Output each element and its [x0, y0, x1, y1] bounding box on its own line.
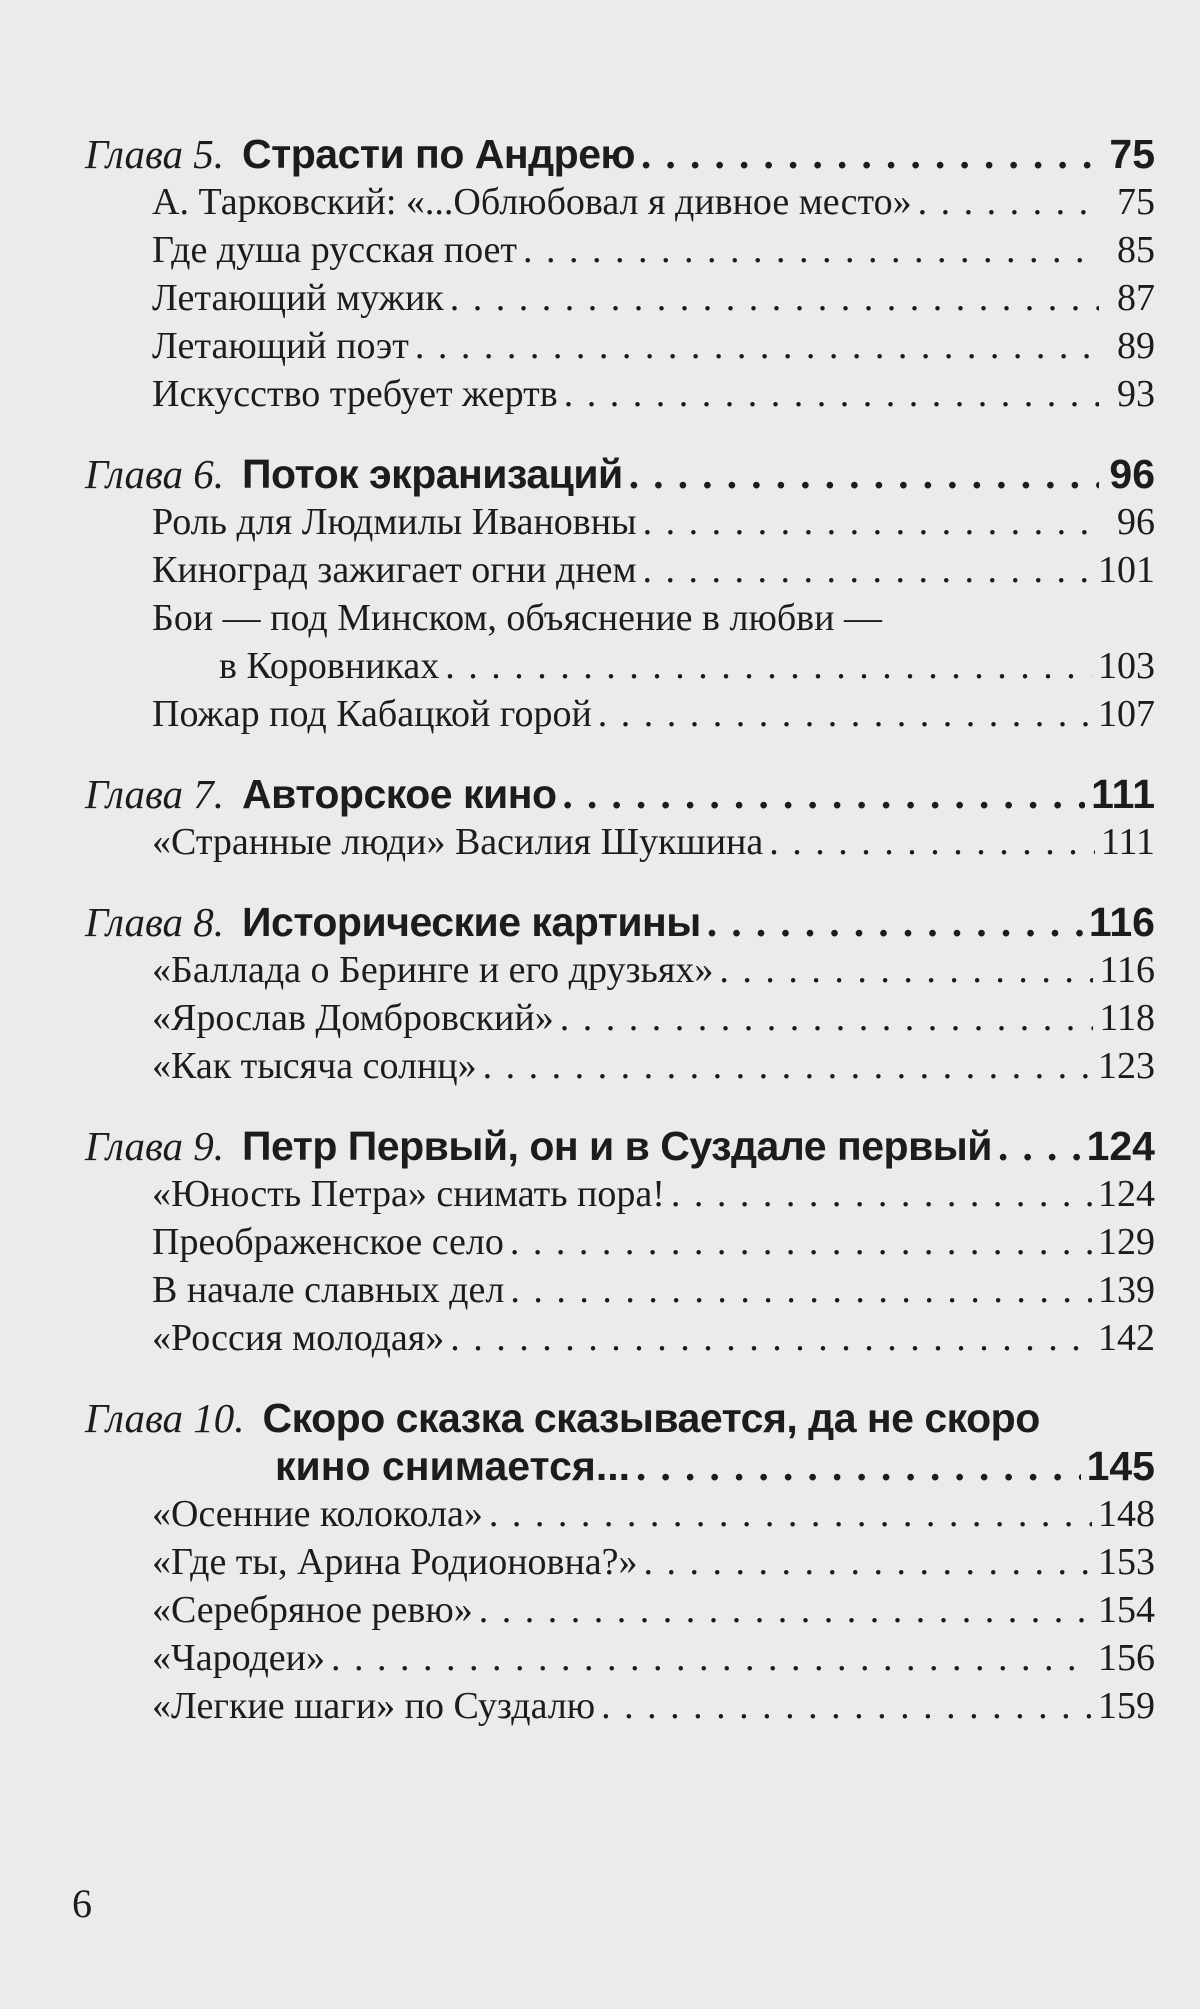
- toc-entry: [85, 1682, 1155, 1730]
- entry-page: 101: [1098, 549, 1155, 591]
- chapter-page: 124: [1086, 1123, 1155, 1169]
- entry-page: 148: [1098, 1493, 1155, 1535]
- chapter-heading: [85, 130, 1155, 178]
- leader-dots: [598, 690, 1092, 738]
- entry-page: 118: [1099, 997, 1155, 1039]
- toc-entry: [85, 690, 1155, 738]
- toc-entry: [85, 1490, 1155, 1538]
- entry-title: «Россия молодая»: [152, 1317, 445, 1359]
- entry-title: Летающий мужик: [152, 277, 444, 319]
- chapter-title: Поток экранизаций: [242, 451, 623, 497]
- toc-entry: [85, 498, 1155, 546]
- chapter-title: Авторское кино: [242, 771, 557, 817]
- leader-dots: [523, 226, 1099, 274]
- entry-title: «Легкие шаги» по Суздалю: [152, 1685, 596, 1727]
- entry-title: «Где ты, Арина Родионовна?»: [152, 1541, 638, 1583]
- toc-entry: [85, 226, 1155, 274]
- toc-entry: [85, 1538, 1155, 1586]
- leader-dots: [671, 1170, 1092, 1218]
- chapter-title: Исторические картины: [242, 899, 701, 945]
- toc-entry: [85, 1586, 1155, 1634]
- toc-entry: [85, 274, 1155, 322]
- entry-title: «Чародеи»: [152, 1637, 326, 1679]
- leader-dots: [998, 1122, 1081, 1170]
- entry-page: 124: [1098, 1173, 1155, 1215]
- leader-dots: [483, 1042, 1092, 1090]
- entry-title: Пожар под Кабацкой горой: [152, 693, 592, 735]
- entry-title: «Баллада о Беринге и его друзьях»: [152, 949, 714, 991]
- table-of-contents: [85, 130, 1155, 1762]
- entry-page: 123: [1098, 1045, 1155, 1087]
- chapter-label: Глава 9.: [85, 1123, 225, 1169]
- leader-dots: [563, 770, 1086, 818]
- chapter-10: [85, 1394, 1155, 1730]
- entry-page: 139: [1098, 1269, 1155, 1311]
- chapter-heading: [85, 1122, 1155, 1170]
- chapter-label: Глава 7.: [85, 771, 225, 817]
- leader-dots: [629, 450, 1099, 498]
- chapter-title: Петр Первый, он и в Суздале первый: [242, 1123, 993, 1169]
- leader-dots: [479, 1586, 1092, 1634]
- entry-title: А. Тарковский: «...Облюбовал я дивное место»: [152, 181, 912, 223]
- chapter-label: Глава 5.: [85, 131, 225, 177]
- entry-page: 159: [1098, 1685, 1155, 1727]
- entry-page: 89: [1117, 325, 1155, 367]
- entry-title: «Странные люди» Василия Шукшина: [152, 821, 764, 863]
- leader-dots: [560, 994, 1094, 1042]
- chapter-5: [85, 130, 1155, 418]
- toc-entry: [85, 818, 1155, 866]
- toc-entry: [85, 642, 1155, 690]
- chapter-label: Глава 10.: [85, 1395, 245, 1441]
- toc-entry: [85, 178, 1155, 226]
- leader-dots: [918, 178, 1099, 226]
- entry-page: 103: [1098, 645, 1155, 687]
- toc-entry: [85, 546, 1155, 594]
- entry-title: «Ярослав Домбровский»: [152, 997, 554, 1039]
- leader-dots: [564, 370, 1099, 418]
- chapter-heading: [85, 1394, 1155, 1442]
- leader-dots: [450, 274, 1099, 322]
- entry-title: Киноград зажигает огни днем: [152, 549, 637, 591]
- leader-dots: [641, 130, 1099, 178]
- entry-title: В начале славных дел: [152, 1269, 505, 1311]
- chapter-heading: [85, 898, 1155, 946]
- leader-dots: [601, 1682, 1092, 1730]
- leader-dots: [644, 1538, 1092, 1586]
- entry-page: 85: [1117, 229, 1155, 271]
- toc-entry: [85, 1314, 1155, 1362]
- entry-title: Летающий поэт: [152, 325, 409, 367]
- entry-page: 129: [1098, 1221, 1155, 1263]
- leader-dots: [636, 1442, 1081, 1490]
- entry-page: 107: [1098, 693, 1155, 735]
- toc-entry: [85, 1042, 1155, 1090]
- entry-title: Роль для Людмилы Ивановны: [152, 501, 637, 543]
- chapter-page: 145: [1086, 1443, 1155, 1489]
- chapter-page: 96: [1109, 451, 1155, 497]
- chapter-page: 75: [1109, 131, 1155, 177]
- entry-page: 96: [1117, 501, 1155, 543]
- chapter-heading-cont: [85, 1442, 1155, 1490]
- entry-title-line2: в Коровниках: [219, 645, 440, 687]
- entry-page: 153: [1098, 1541, 1155, 1583]
- entry-page: 116: [1099, 949, 1155, 991]
- entry-title: Искусство требует жертв: [152, 373, 558, 415]
- leader-dots: [489, 1490, 1092, 1538]
- entry-page: 154: [1098, 1589, 1155, 1631]
- chapter-title: Страсти по Андрею: [242, 131, 636, 177]
- entry-page: 142: [1098, 1317, 1155, 1359]
- entry-title: «Юность Петра» снимать пора!: [152, 1173, 665, 1215]
- leader-dots: [331, 1634, 1092, 1682]
- chapter-page: 111: [1091, 771, 1155, 817]
- chapter-title-line1: Скоро сказка сказывается, да не скоро: [262, 1395, 1040, 1441]
- entry-title: «Как тысяча солнц»: [152, 1045, 477, 1087]
- leader-dots: [643, 498, 1099, 546]
- chapter-title-line2: кино снимается...: [275, 1443, 630, 1489]
- chapter-9: [85, 1122, 1155, 1362]
- chapter-6: [85, 450, 1155, 738]
- entry-title: Преображенское село: [152, 1221, 504, 1263]
- leader-dots: [510, 1266, 1092, 1314]
- toc-entry: [85, 994, 1155, 1042]
- leader-dots: [769, 818, 1095, 866]
- toc-entry: [85, 1266, 1155, 1314]
- toc-entry: [85, 1218, 1155, 1266]
- page-number: 6: [72, 1881, 92, 1926]
- entry-page: 87: [1117, 277, 1155, 319]
- leader-dots: [643, 546, 1092, 594]
- leader-dots: [719, 946, 1093, 994]
- chapter-heading: [85, 770, 1155, 818]
- leader-dots: [707, 898, 1083, 946]
- chapter-7: [85, 770, 1155, 866]
- entry-title: Где душа русская поет: [152, 229, 518, 271]
- toc-entry: [85, 1634, 1155, 1682]
- leader-dots: [450, 1314, 1092, 1362]
- entry-page: 75: [1117, 181, 1155, 223]
- toc-entry: [85, 946, 1155, 994]
- entry-title: «Серебряное ревю»: [152, 1589, 473, 1631]
- toc-entry: [85, 322, 1155, 370]
- entry-page: 93: [1117, 373, 1155, 415]
- chapter-label: Глава 8.: [85, 899, 225, 945]
- leader-dots: [510, 1218, 1092, 1266]
- toc-entry: [85, 1170, 1155, 1218]
- entry-page: 111: [1100, 821, 1155, 863]
- toc-entry: [85, 370, 1155, 418]
- chapter-label: Глава 6.: [85, 451, 225, 497]
- leader-dots: [445, 642, 1092, 690]
- entry-title: «Осенние колокола»: [152, 1493, 483, 1535]
- chapter-8: [85, 898, 1155, 1090]
- chapter-page: 116: [1088, 899, 1155, 945]
- chapter-heading: [85, 450, 1155, 498]
- entry-title-line1: Бои — под Минском, объяснение в любви —: [152, 597, 882, 639]
- entry-page: 156: [1098, 1637, 1155, 1679]
- leader-dots: [415, 322, 1099, 370]
